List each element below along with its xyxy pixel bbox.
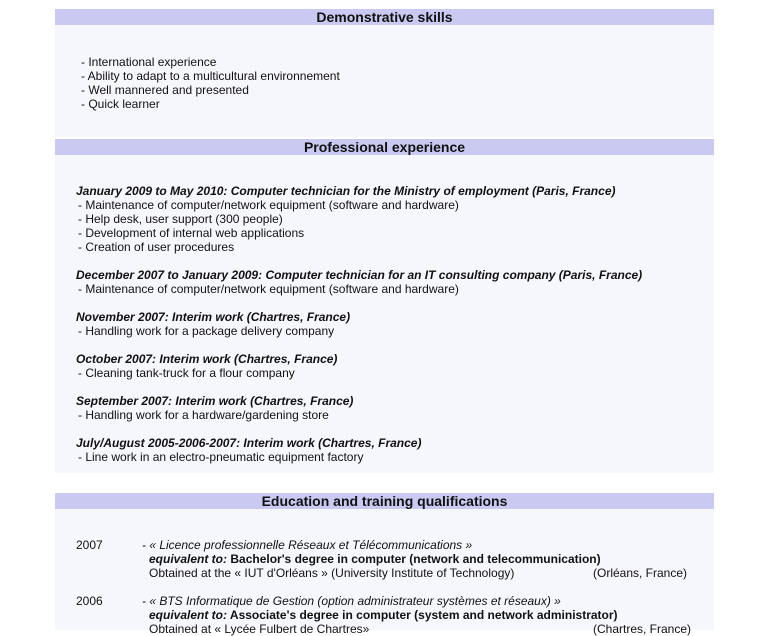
job-task: - Handling work for a package delivery company	[78, 324, 335, 338]
job-task: - Maintenance of computer/network equipment (software and hardware)	[78, 198, 459, 212]
job-title: October 2007: Interim work (Chartres, France)	[76, 352, 338, 366]
skill-item: - Well mannered and presented	[81, 83, 249, 97]
education-obtained: Obtained at the « IUT d'Orléans » (University Institute of Technology)	[149, 566, 515, 580]
education-obtained: Obtained at « Lycée Fulbert de Chartres»	[149, 622, 370, 636]
experience-heading: Professional experience	[55, 139, 714, 155]
skill-item: - International experience	[81, 55, 217, 69]
job-title: January 2009 to May 2010: Computer technician for the Ministry of employment (Paris, France)	[76, 184, 616, 198]
education-year: 2006	[76, 594, 103, 608]
skill-item: - Quick learner	[81, 97, 160, 111]
job-title: September 2007: Interim work (Chartres, France)	[76, 394, 354, 408]
job-title: December 2007 to January 2009: Computer technician for an IT consulting company (Paris, France)	[76, 268, 643, 282]
education-place: (Chartres, France)	[593, 622, 692, 636]
equivalent-text: Associate's degree in computer (system and network administrator)	[227, 608, 618, 622]
job-title: July/August 2005-2006-2007: Interim work (Chartres, France)	[76, 436, 422, 450]
equivalent-text: Bachelor's degree in computer (network and telecommunication)	[227, 552, 601, 566]
job-task: - Handling work for a hardware/gardening store	[78, 408, 329, 422]
job-task: - Line work in an electro-pneumatic equipment factory	[78, 450, 364, 464]
skills-heading: Demonstrative skills	[55, 9, 714, 25]
job-task: - Development of internal web applications	[78, 226, 305, 240]
equivalent-label: equivalent to:	[149, 552, 228, 566]
job-task: - Help desk, user support (300 people)	[78, 212, 283, 226]
job-task: - Cleaning tank-truck for a flour company	[78, 366, 295, 380]
education-year: 2007	[76, 538, 103, 552]
job-task: - Maintenance of computer/network equipment (software and hardware)	[78, 282, 459, 296]
equivalent-label: equivalent to:	[149, 608, 228, 622]
job-title: November 2007: Interim work (Chartres, France)	[76, 310, 351, 324]
job-task: - Creation of user procedures	[78, 240, 235, 254]
education-degree: - « Licence professionnelle Réseaux et Télécommunications »	[142, 538, 473, 552]
education-heading: Education and training qualifications	[55, 493, 714, 509]
education-equivalent	[149, 608, 618, 622]
education-equivalent	[149, 552, 601, 566]
education-place: (Orléans, France)	[593, 566, 688, 580]
education-degree: - « BTS Informatique de Gestion (option administrateur systèmes et réseaux) »	[142, 594, 561, 608]
skill-item: - Ability to adapt to a multicultural environnement	[81, 69, 340, 83]
